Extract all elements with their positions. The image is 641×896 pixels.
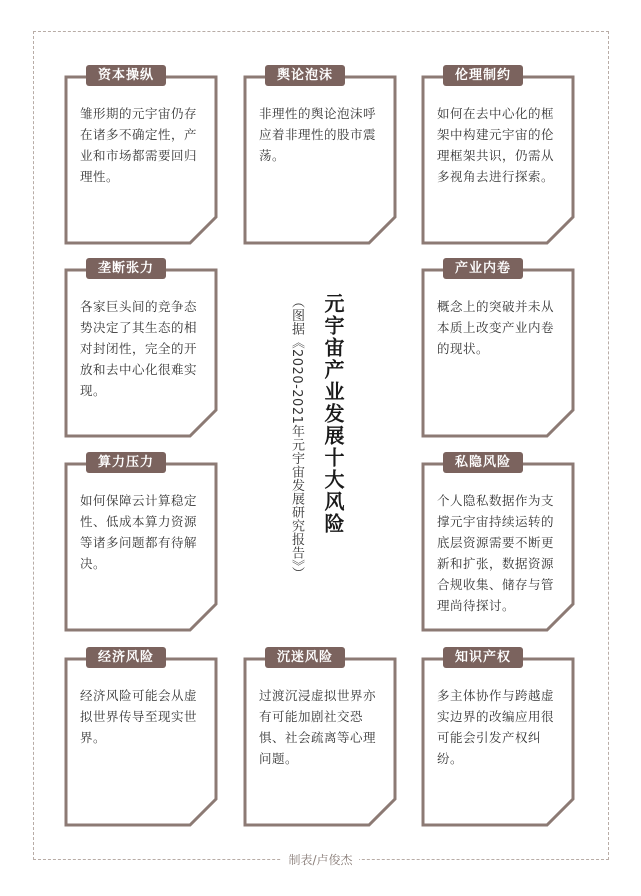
card-label: 知识产权: [443, 647, 523, 668]
credit-line: [0, 849, 641, 868]
card-text: 如何在去中心化的框架中构建元宇宙的伦理框架共识，仍需从多视角去进行探索。: [437, 106, 555, 184]
risk-card-ip: [421, 650, 575, 827]
risk-card-capital: [64, 68, 218, 245]
card-text: 经济风险可能会从虚拟世界传导至现实世界。: [80, 688, 198, 745]
risk-card-opinion: [243, 68, 397, 245]
risk-card-ethics: [421, 68, 575, 245]
card-label: 伦理制约: [443, 65, 523, 86]
card-label: 资本操纵: [86, 65, 166, 86]
card-text: 雏形期的元宇宙仍存在诸多不确定性，产业和市场都需要回归理性。: [80, 106, 198, 184]
card-label: 算力压力: [86, 452, 166, 473]
card-label: 垄断张力: [86, 258, 166, 279]
card-label: 舆论泡沫: [265, 65, 345, 86]
risk-card-computing: [64, 455, 218, 632]
risk-card-involution: [421, 261, 575, 438]
card-label: 私隐风险: [443, 452, 523, 473]
card-label: 经济风险: [86, 647, 166, 668]
risk-card-privacy: [421, 455, 575, 632]
card-text: 过渡沉浸虚拟世界亦有可能加剧社交恐惧、社会疏离等心理问题。: [259, 688, 377, 766]
card-label: 产业内卷: [443, 258, 523, 279]
card-text: 各家巨头间的竞争态势决定了其生态的相对封闭性，完全的开放和去中心化很难实现。: [80, 299, 198, 398]
risk-card-economic: [64, 650, 218, 827]
risk-card-monopoly: [64, 261, 218, 438]
card-text: 多主体协作与跨越虚实边界的改编应用很可能会引发产权纠纷。: [437, 688, 555, 766]
page-subtitle: （图据《2020-2021年元宇宙发展研究报告》）: [289, 295, 304, 580]
credit-text: 制表/卢俊杰: [282, 853, 358, 867]
card-text: 如何保障云计算稳定性、低成本算力资源等诸多问题都有待解决。: [80, 493, 198, 571]
card-text: 概念上的突破并未从本质上改变产业内卷的现状。: [437, 299, 555, 356]
card-text: 个人隐私数据作为支撑元宇宙持续运转的底层资源需要不断更新和扩张，数据资源合规收集、储存与管理尚待探讨。: [437, 493, 555, 613]
page-title: 元宇宙产业发展十大风险: [321, 293, 345, 535]
risk-card-addiction: [243, 650, 397, 827]
card-text: 非理性的舆论泡沫呼应着非理性的股市震荡。: [259, 106, 377, 163]
card-label: 沉迷风险: [265, 647, 345, 668]
